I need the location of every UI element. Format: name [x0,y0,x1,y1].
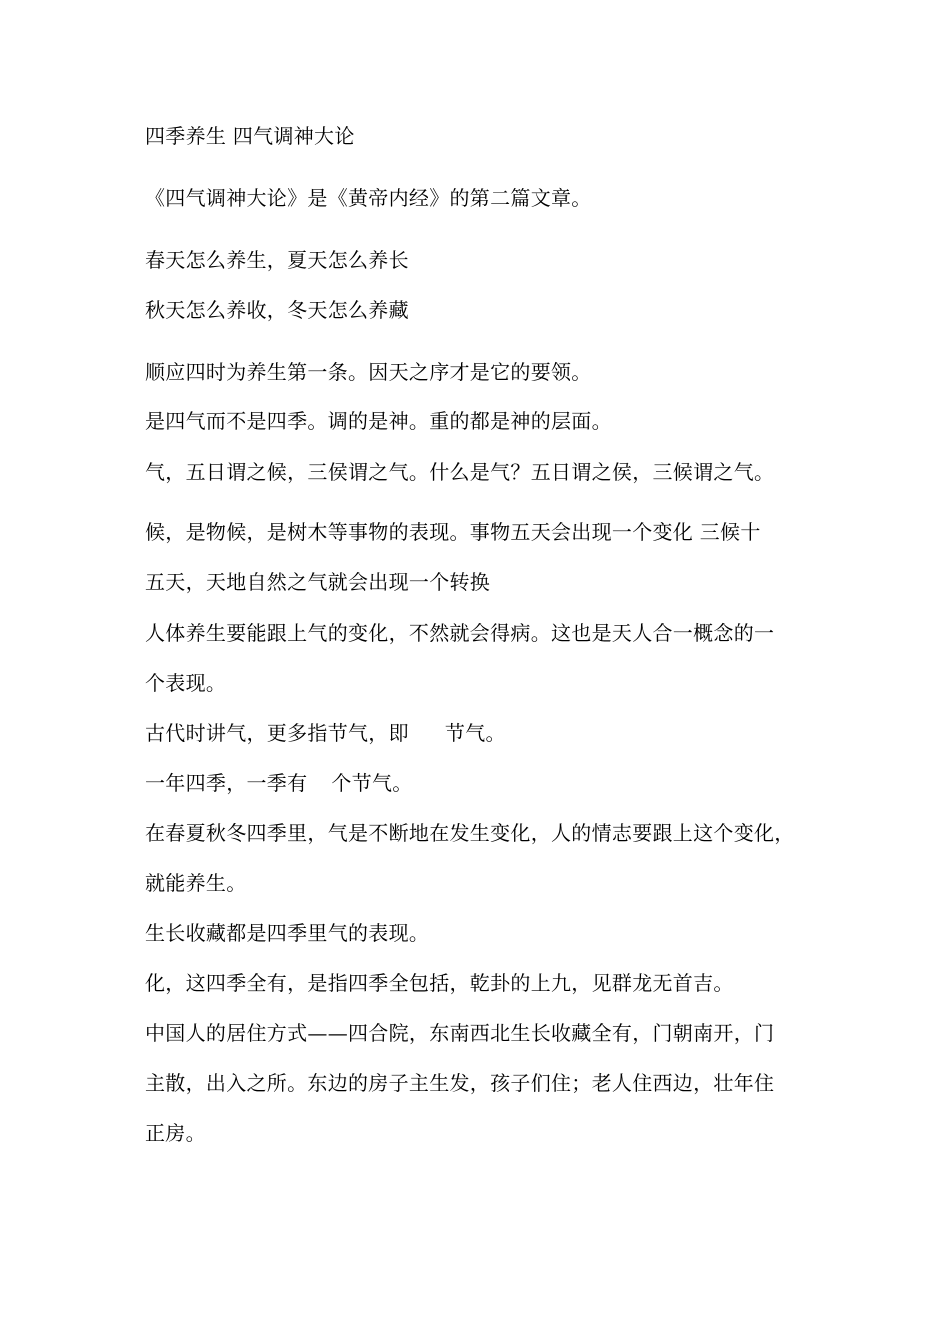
paragraph-line: 正房。 [145,1121,206,1145]
line-segment: 一年四季，一季有 [145,771,308,795]
paragraph-line: 个表现。 [145,671,227,695]
paragraph-line: 是四气而不是四季。调的是神。重的都是神的层面。 [145,409,612,433]
paragraph-line: 生长收藏都是四季里气的表现。 [145,921,430,945]
line-segment: 个节气。 [331,771,413,795]
paragraph-line: 就能养生。 [145,871,247,895]
paragraph-line: 人体养生要能跟上气的变化，不然就会得病。这也是天人合一概念的一 [145,621,775,645]
paragraph-line: 春天怎么养生，夏天怎么养长 [145,248,409,272]
paragraph-line: 五天，天地自然之气就会出现一个转换 [145,570,491,594]
paragraph-line: 主散，出入之所。东边的房子主生发，孩子们住；老人住西边，壮年住 [145,1071,775,1095]
paragraph-line: 《四气调神大论》是《黄帝内经》的第二篇文章。 [145,186,592,210]
paragraph-line: 化，这四季全有，是指四季全包括，乾卦的上九，见群龙无首吉。 [145,971,734,995]
paragraph-line: 气，五日谓之候，三侯谓之气。什么是气？五日谓之侯，三候谓之气。 [145,460,775,484]
paragraph-line [145,721,506,745]
paragraph-line: 顺应四时为养生第一条。因天之序才是它的要领。 [145,360,592,384]
paragraph-line: 候，是物候，是树木等事物的表现。事物五天会出现一个变化 三候十 [145,520,761,544]
paragraph-line: 秋天怎么养收，冬天怎么养藏 [145,298,409,322]
line-segment: 古代时讲气，更多指节气，即 [145,721,409,745]
paragraph-line [145,771,413,795]
paragraph-line: 中国人的居住方式——四合院，东南西北生长收藏全有，门朝南开，门 [145,1021,775,1045]
paragraph-line: 在春夏秋冬四季里，气是不断地在发生变化，人的情志要跟上这个变化， [145,821,795,845]
line-segment: 节气。 [444,721,506,745]
document-title: 四季养生 四气调神大论 [145,124,355,148]
